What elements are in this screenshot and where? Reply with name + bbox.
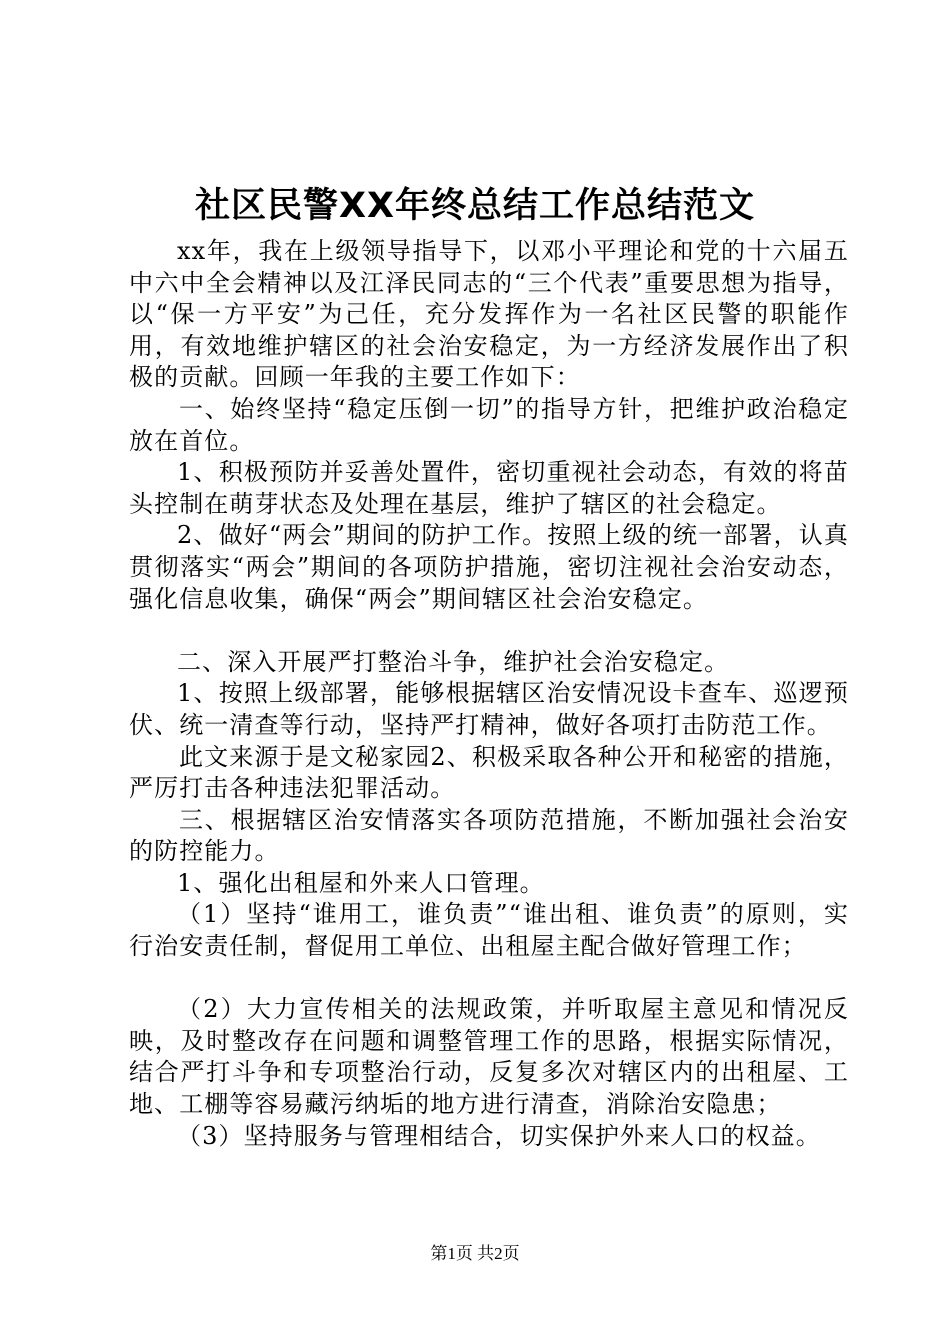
page-total: 共2页 — [477, 1244, 520, 1263]
paragraph-section-2-item-1: 1、按照上级部署，能够根据辖区治安情况设卡查车、巡逻预伏、统一清查等行动，坚持严打精神，做好各项打击防范工作。 — [129, 679, 849, 739]
paragraph-section-3-sub-2: （2）大力宣传相关的法规政策，并听取屋主意见和情况反映，及时整改存在问题和调整管理工作的思路，根据实际情况，结合严打斗争和专项整治行动，反复多次对辖区内的出租屋、工地、工棚等容易藏污纳垢的地方进行清查，消除治安隐患； — [129, 995, 849, 1119]
paragraph-section-1-item-1: 1、积极预防并妥善处置件，密切重视社会动态，有效的将苗头控制在萌芽状态及处理在基层，维护了辖区的社会稳定。 — [129, 458, 849, 518]
page-footer — [0, 1243, 950, 1265]
paragraph-intro: xx年，我在上级领导指导下，以邓小平理论和党的十六届五中六中全会精神以及江泽民同志的“三个代表”重要思想为指导，以“保一方平安”为己任，充分发挥作为一名社区民警的职能作用，有效地维护辖区的社会治安稳定，为一方经济发展作出了积极的贡献。回顾一年我的主要工作如下： — [129, 237, 849, 392]
paragraph-section-2-item-2: 此文来源于是文秘家园2、积极采取各种公开和秘密的措施，严厉打击各种违法犯罪活动。 — [129, 742, 849, 803]
paragraph-section-3-item-1: 1、强化出租屋和外来人口管理。 — [177, 868, 545, 897]
paragraph-section-1-heading: 一、始终坚持“稳定压倒一切”的指导方针，把维护政治稳定放在首位。 — [129, 394, 849, 455]
document-title: 社区民警XX年终总结工作总结范文 — [195, 186, 755, 226]
document-body — [129, 236, 849, 1152]
paragraph-section-3-sub-3: （3）坚持服务与管理相结合，切实保护外来人口的权益。 — [177, 1121, 821, 1150]
paragraph-section-3-heading: 三、根据辖区治安情落实各项防范措施，不断加强社会治安的防控能力。 — [129, 805, 849, 866]
paragraph-section-2-heading: 二、深入开展严打整治斗争，维护社会治安稳定。 — [177, 647, 730, 676]
paragraph-section-3-sub-1: （1）坚持“谁用工，谁负责”“谁出租、谁负责”的原则，实行治安责任制，督促用工单位、出租屋主配合做好管理工作； — [129, 900, 849, 961]
paragraph-section-1-item-2: 2、做好“两会”期间的防护工作。按照上级的统一部署，认真贯彻落实“两会”期间的各项防护措施，密切注视社会治安动态，强化信息收集，确保“两会”期间辖区社会治安稳定。 — [129, 521, 849, 613]
page-number: 第1页 — [430, 1244, 473, 1263]
